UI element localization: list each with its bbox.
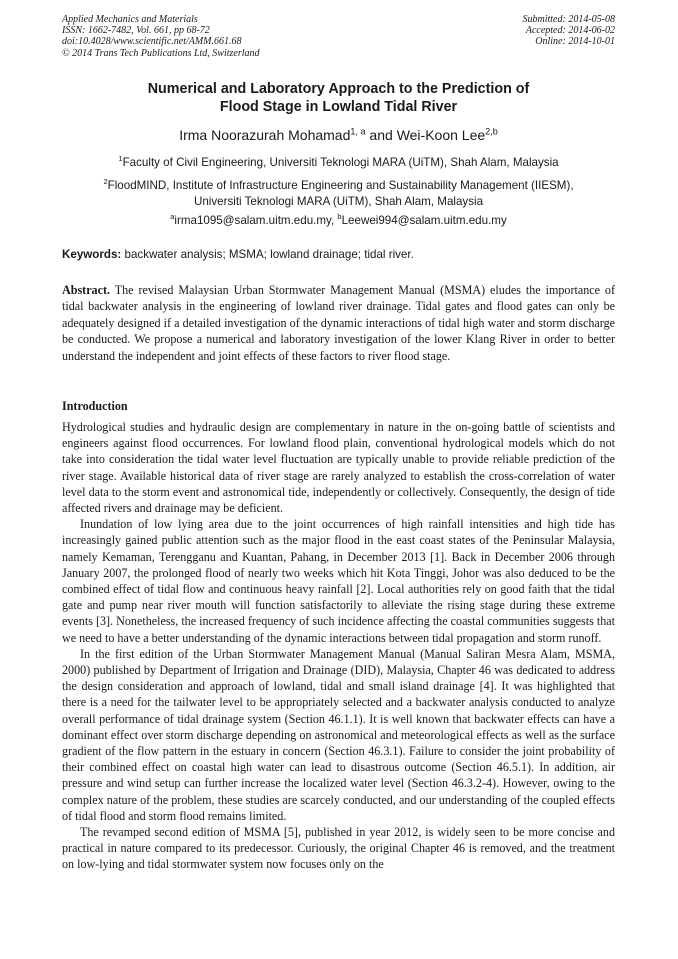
copyright-line: © 2014 Trans Tech Publications Ltd, Switzerland [62, 47, 260, 59]
email-a[interactable]: irma1095@salam.uitm.edu.my, [174, 214, 338, 227]
issn-line: ISSN: 1662-7482, Vol. 661, pp 68-72 [62, 25, 210, 37]
author-2: Wei-Koon Lee [396, 127, 486, 143]
abstract-label: Abstract. [62, 283, 111, 297]
paragraph-1: Hydrological studies and hydraulic design are complementary in nature in the on-going battle of scientists and engineers against flood occurrences. For lowland flood plain, conventional hydrological models which do not take into consideration the tidal water level fluctuation are typically unable to provide reliable prediction of the river stage. Available historical data of river stage are rarely analyzed to establish the cross-correlation of water level data to the storm event and astronomical tide, independently or collectively. Consequently, the design of tide affected rivers and drainage may be deficient. [62, 420, 615, 516]
journal-name: Applied Mechanics and Materials [62, 14, 198, 25]
doi-line: doi:10.4028/www.scientific.net/AMM.661.68 [62, 36, 242, 48]
author-list [62, 126, 615, 144]
affiliation-2 [62, 178, 615, 210]
email-b[interactable]: Leewei994@salam.uitm.edu.my [341, 214, 507, 227]
author-1: Irma Noorazurah Mohamad [179, 127, 351, 143]
affiliation-1 [62, 155, 615, 171]
keywords-label: Keywords: [62, 248, 122, 261]
affiliation-2-line-2: Universiti Teknologi MARA (UiTM), Shah Alam, Malaysia [193, 195, 484, 208]
journal-info [62, 14, 392, 59]
abstract-text: The revised Malaysian Urban Stormwater Management Manual (MSMA) eludes the importance of tidal backwater analysis in the engineering of lowland river drainage. Tidal gates and flood gates can only be adequately designed if a detailed investigation of the dynamic interactions of tidal high water and storm discharge be conducted. We propose a numerical and laboratory investigation of the lower Klang River in order to better understand the independent and joint effects of these factors to river flood stage. [62, 283, 615, 363]
paper-title [62, 80, 615, 116]
title-line-1: Numerical and Laboratory Approach to the Prediction of [147, 81, 530, 97]
author-2-affiliation-mark: 2,b [485, 126, 498, 137]
email-b-mark: b [337, 212, 342, 222]
title-line-2: Flood Stage in Lowland Tidal River [219, 99, 458, 115]
keywords-text: backwater analysis; MSMA; lowland drainage; tidal river. [121, 248, 414, 261]
author-emails [62, 213, 615, 229]
paragraph-4: The revamped second edition of MSMA [5], published in year 2012, is widely seen to be more concise and practical in nature compared to its predecessor. Curiously, the original Chapter 46 is removed, and the treatment on low-lying and tidal stormwater system now focuses only on the [62, 825, 615, 872]
author-1-affiliation-mark: 1, a [350, 126, 366, 137]
keywords [62, 247, 615, 263]
author-conjunction: and [365, 127, 397, 143]
paragraph-2: Inundation of low lying area due to the joint occurrences of high rainfall intensities and high tide has increasingly gained public attention such as the major flood in the east coast states of the Peninsular Malaysia, namely Kemaman, Terengganu and Kuantan, Pahang, in December 2013 [1]. Back in December 2006 through January 2007, the prolonged flood of nearly two weeks which hit Kota Tinggi, Johor was also deduced to be the combined effect of tidal flow and continuous heavy rainfall [2]. Local authorities rely on good faith that the tidal gate and pump near river mouth will function satisfactorily to alleviate the rising stage during these extreme events [3]. Nonetheless, the increased frequency of such incidence affecting the coastal communities suggests that we need to have a better understanding of the dynamic interactions between tidal propagation and storm runoff. [62, 517, 615, 645]
email-a-mark: a [170, 212, 175, 222]
affiliation-2-line-1: FloodMIND, Institute of Infrastructure Engineering and Sustainability Management (IIESM), [107, 179, 574, 192]
section-heading-introduction: Introduction [62, 399, 128, 413]
publication-dates [415, 14, 615, 48]
submitted-date: Submitted: 2014-05-08 [522, 14, 615, 25]
affiliation-1-text: Faculty of Civil Engineering, Universiti Teknologi MARA (UiTM), Shah Alam, Malaysia [122, 156, 559, 169]
accepted-date: Accepted: 2014-06-02 [525, 25, 615, 37]
introduction-body [62, 419, 615, 873]
abstract [62, 282, 615, 364]
affiliation-2-mark: 2 [103, 177, 108, 187]
affiliation-1-mark: 1 [118, 154, 123, 164]
online-date: Online: 2014-10-01 [535, 36, 615, 48]
paragraph-3: In the first edition of the Urban Stormwater Management Manual (Manual Saliran Mesra Alam, MSMA, 2000) published by Department of Irrigation and Drainage (DID), Malaysia, Chapter 46 was dedicated to address the design consideration and approach of lowland, tidal and small island drainage [4]. It was highlighted that there is a need for the tailwater level to be appropriately selected and a backwater analysis conducted to analyze overall performance of tidal drainage system (Section 46.1.1). It is well known that backwater effects can have a dominant effect over storm discharge depending on astronomical and meteorological effects as well as the surface gradient of the flow pattern in the estuary in concern (Section 46.3.1). Failure to consider the joint probability of their combined effect on coastal high water can lead to disastrous outcome (Section 46.5.1). In addition, air pressure and wind setup can further increase the localized water level (Section 46.3.2-4). However, owing to the complex nature of the problem, these studies are scarcely conducted, and our understanding of the coupled effects of tidal flood and storm flood remains limited. [62, 646, 615, 823]
